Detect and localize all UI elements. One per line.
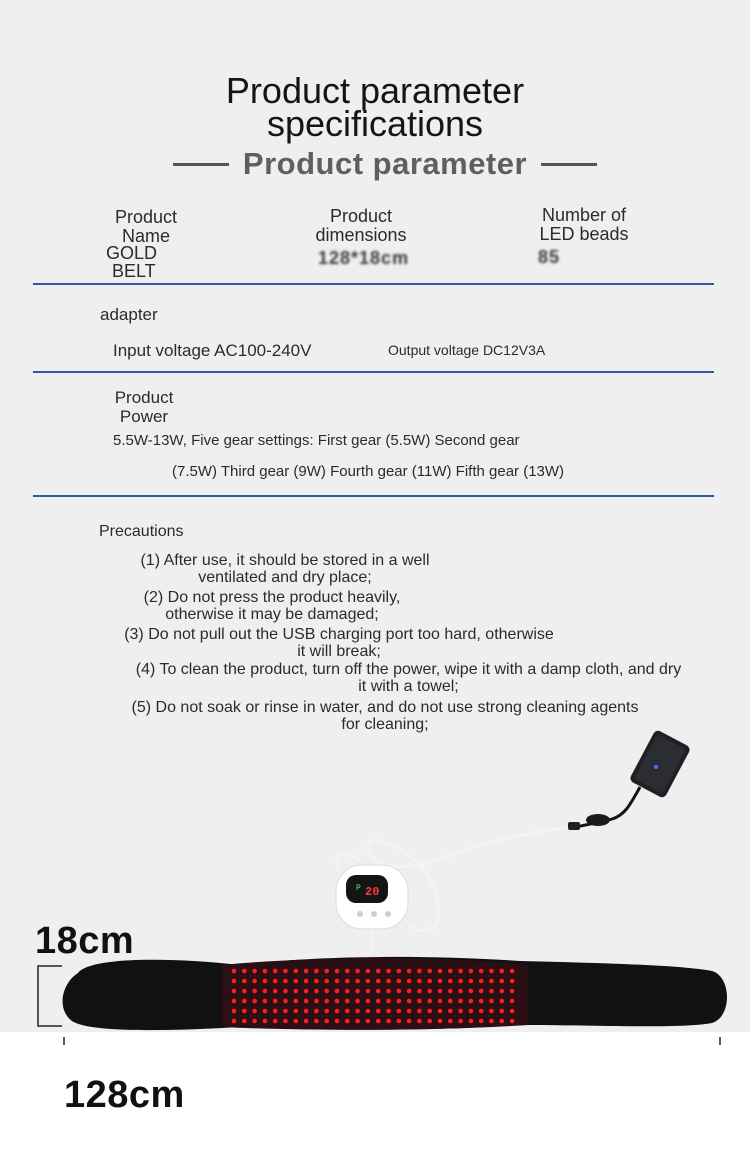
led-bead: [232, 999, 237, 1004]
led-bead: [500, 989, 505, 994]
led-bead: [510, 999, 515, 1004]
led-bead: [489, 1019, 494, 1024]
led-bead: [510, 1019, 515, 1024]
led-bead: [427, 1019, 432, 1024]
led-bead: [376, 979, 381, 984]
height-bracket: [38, 966, 62, 1026]
led-bead: [479, 989, 484, 994]
power-gears-line-2: (7.5W) Third gear (9W) Fourth gear (11W) Fifth gear (13W): [172, 463, 565, 480]
led-bead: [263, 989, 268, 994]
led-bead: [500, 1009, 505, 1014]
led-bead: [283, 969, 288, 974]
led-bead: [448, 1019, 453, 1024]
led-bead: [376, 1019, 381, 1024]
led-bead: [397, 989, 402, 994]
led-bead: [479, 1019, 484, 1024]
led-bead: [479, 999, 484, 1004]
led-bead: [500, 1019, 505, 1024]
led-bead: [397, 1009, 402, 1014]
led-bead: [273, 969, 278, 974]
led-bead: [366, 999, 371, 1004]
led-bead: [417, 999, 422, 1004]
led-bead: [458, 999, 463, 1004]
led-bead: [458, 979, 463, 984]
led-bead: [273, 999, 278, 1004]
led-bead: [252, 999, 257, 1004]
precaution-item: (2) Do not press the product heavily, otherwise it may be damaged;: [143, 589, 401, 623]
led-bead: [232, 989, 237, 994]
led-bead: [397, 999, 402, 1004]
led-bead: [386, 1019, 391, 1024]
svg-text:P: P: [356, 884, 361, 893]
led-bead: [304, 969, 309, 974]
input-voltage: Input voltage AC100-240V: [113, 341, 312, 360]
led-bead: [427, 969, 432, 974]
led-bead: [314, 999, 319, 1004]
led-bead: [417, 979, 422, 984]
led-bead: [304, 989, 309, 994]
led-bead: [273, 979, 278, 984]
led-bead: [376, 969, 381, 974]
led-bead: [479, 1009, 484, 1014]
led-bead: [469, 999, 474, 1004]
led-bead: [469, 979, 474, 984]
led-bead: [510, 969, 515, 974]
led-bead: [438, 989, 443, 994]
led-bead: [438, 1009, 443, 1014]
led-bead: [376, 999, 381, 1004]
belt-width-label: 128cm: [64, 1074, 185, 1116]
led-bead: [283, 1009, 288, 1014]
adapter-label: adapter: [100, 305, 158, 324]
led-bead: [335, 1019, 340, 1024]
page-title-line-1: Product parameter: [225, 70, 525, 111]
led-bead: [427, 1009, 432, 1014]
section-heading: [165, 144, 605, 184]
led-bead: [355, 969, 360, 974]
led-bead: [448, 1009, 453, 1014]
led-bead: [345, 979, 350, 984]
led-bead: [458, 1019, 463, 1024]
led-bead: [345, 999, 350, 1004]
product-dimensions-value: 128*18cm: [318, 248, 410, 268]
led-bead: [345, 1009, 350, 1014]
led-bead: [479, 979, 484, 984]
led-bead: [407, 1019, 412, 1024]
led-bead: [366, 969, 371, 974]
led-bead: [427, 989, 432, 994]
led-bead: [324, 989, 329, 994]
led-bead: [242, 1009, 247, 1014]
led-bead: [458, 989, 463, 994]
led-bead: [448, 969, 453, 974]
led-bead: [242, 989, 247, 994]
led-bead: [427, 999, 432, 1004]
divider-2: [33, 371, 714, 373]
led-bead: [294, 999, 299, 1004]
output-voltage: Output voltage DC12V3A: [388, 342, 546, 358]
led-bead: [366, 989, 371, 994]
led-bead: [335, 969, 340, 974]
led-bead: [232, 1009, 237, 1014]
led-bead: [376, 989, 381, 994]
led-bead: [355, 989, 360, 994]
led-bead: [366, 1009, 371, 1014]
led-bead: [273, 1019, 278, 1024]
led-bead: [489, 979, 494, 984]
led-bead: [417, 1009, 422, 1014]
led-bead: [252, 989, 257, 994]
led-belt: [63, 957, 727, 1030]
led-bead: [407, 989, 412, 994]
led-beads-value: 85: [538, 247, 561, 267]
precaution-item: (4) To clean the product, turn off the power, wipe it with a damp cloth, and dry it with a towel;: [135, 661, 682, 695]
led-bead: [252, 1009, 257, 1014]
led-bead: [314, 979, 319, 984]
led-bead: [242, 979, 247, 984]
led-bead: [314, 1019, 319, 1024]
led-bead: [314, 969, 319, 974]
led-bead: [489, 999, 494, 1004]
led-bead: [500, 999, 505, 1004]
divider-3: [33, 495, 714, 497]
product-power-label: Product Power: [114, 388, 174, 426]
led-bead: [263, 999, 268, 1004]
precaution-item: (3) Do not pull out the USB charging port too hard, otherwise it will break;: [124, 626, 554, 660]
led-bead: [438, 999, 443, 1004]
led-bead: [252, 969, 257, 974]
led-bead: [252, 979, 257, 984]
led-bead: [438, 1019, 443, 1024]
led-bead: [489, 969, 494, 974]
product-name-label: Product Name: [114, 207, 178, 246]
led-bead: [294, 979, 299, 984]
led-bead: [304, 1019, 309, 1024]
led-bead: [283, 979, 288, 984]
led-bead: [232, 1019, 237, 1024]
led-bead: [417, 989, 422, 994]
belt-height-label: 18cm: [35, 920, 135, 962]
led-bead: [407, 969, 412, 974]
led-bead: [417, 1019, 422, 1024]
svg-text:20: 20: [365, 885, 380, 899]
led-bead: [304, 1009, 309, 1014]
led-bead: [407, 999, 412, 1004]
led-bead: [489, 1009, 494, 1014]
product-dimensions-label: Product dimensions: [315, 206, 407, 245]
led-bead: [386, 979, 391, 984]
led-bead: [355, 999, 360, 1004]
heading-rule-right: [541, 163, 597, 166]
led-bead: [345, 989, 350, 994]
led-bead: [510, 979, 515, 984]
led-bead: [294, 969, 299, 974]
precaution-item: (1) After use, it should be stored in a well ventilated and dry place;: [140, 552, 430, 586]
led-bead: [469, 1009, 474, 1014]
led-bead: [417, 969, 422, 974]
led-bead: [252, 1019, 257, 1024]
precautions-label: Precautions: [99, 523, 184, 540]
led-bead: [448, 979, 453, 984]
led-bead: [335, 989, 340, 994]
led-bead: [469, 969, 474, 974]
led-bead: [314, 1009, 319, 1014]
led-bead: [438, 979, 443, 984]
led-bead: [324, 979, 329, 984]
led-bead: [469, 1019, 474, 1024]
led-bead: [335, 999, 340, 1004]
led-bead: [458, 1009, 463, 1014]
led-bead: [345, 969, 350, 974]
led-bead: [304, 979, 309, 984]
led-bead: [242, 999, 247, 1004]
product-name-value: GOLD BELT: [106, 243, 158, 281]
led-bead: [448, 989, 453, 994]
led-bead: [386, 969, 391, 974]
led-bead: [283, 1019, 288, 1024]
led-bead: [500, 979, 505, 984]
led-bead: [304, 999, 309, 1004]
page-title-line-2: specifications: [266, 103, 484, 144]
led-bead: [294, 1009, 299, 1014]
led-bead: [294, 989, 299, 994]
led-bead: [345, 1019, 350, 1024]
product-photo: [0, 725, 750, 1045]
heading-rule-left: [173, 163, 229, 166]
led-bead: [397, 1019, 402, 1024]
led-bead: [335, 979, 340, 984]
led-bead: [427, 979, 432, 984]
power-gears-line-1: 5.5W-13W, Five gear settings: First gear (5.5W) Second gear: [113, 432, 520, 449]
led-bead: [263, 1019, 268, 1024]
led-bead: [324, 1009, 329, 1014]
led-bead: [397, 969, 402, 974]
precaution-item: (5) Do not soak or rinse in water, and do not use strong cleaning agents for cleaning;: [131, 699, 639, 733]
led-bead: [314, 989, 319, 994]
led-bead: [510, 1009, 515, 1014]
led-bead: [438, 969, 443, 974]
led-bead: [469, 989, 474, 994]
led-bead: [324, 1019, 329, 1024]
led-bead: [273, 1009, 278, 1014]
led-bead: [355, 979, 360, 984]
led-bead: [355, 1019, 360, 1024]
led-bead: [366, 1019, 371, 1024]
led-bead: [283, 989, 288, 994]
led-bead: [489, 989, 494, 994]
led-bead: [242, 1019, 247, 1024]
led-bead: [324, 969, 329, 974]
led-bead: [386, 999, 391, 1004]
led-bead: [324, 999, 329, 1004]
led-bead: [263, 969, 268, 974]
width-bracket: [64, 1037, 720, 1045]
led-bead: [242, 969, 247, 974]
led-bead: [263, 1009, 268, 1014]
led-bead: [376, 1009, 381, 1014]
section-heading-text: Product parameter: [242, 146, 528, 181]
led-bead: [386, 1009, 391, 1014]
led-bead: [283, 999, 288, 1004]
led-bead: [355, 1009, 360, 1014]
led-bead: [335, 1009, 340, 1014]
led-bead: [232, 979, 237, 984]
led-bead: [407, 979, 412, 984]
led-bead: [397, 979, 402, 984]
led-bead: [479, 969, 484, 974]
led-bead: [448, 999, 453, 1004]
led-bead: [386, 989, 391, 994]
led-bead: [510, 989, 515, 994]
led-bead: [273, 989, 278, 994]
led-bead: [366, 979, 371, 984]
led-bead: [263, 979, 268, 984]
controller-icon: [336, 865, 408, 929]
led-bead: [500, 969, 505, 974]
led-bead: [458, 969, 463, 974]
led-bead: [407, 1009, 412, 1014]
led-bead: [294, 1019, 299, 1024]
led-beads-label: Number of LED beads: [539, 205, 629, 244]
divider-1: [33, 283, 714, 285]
led-bead: [232, 969, 237, 974]
